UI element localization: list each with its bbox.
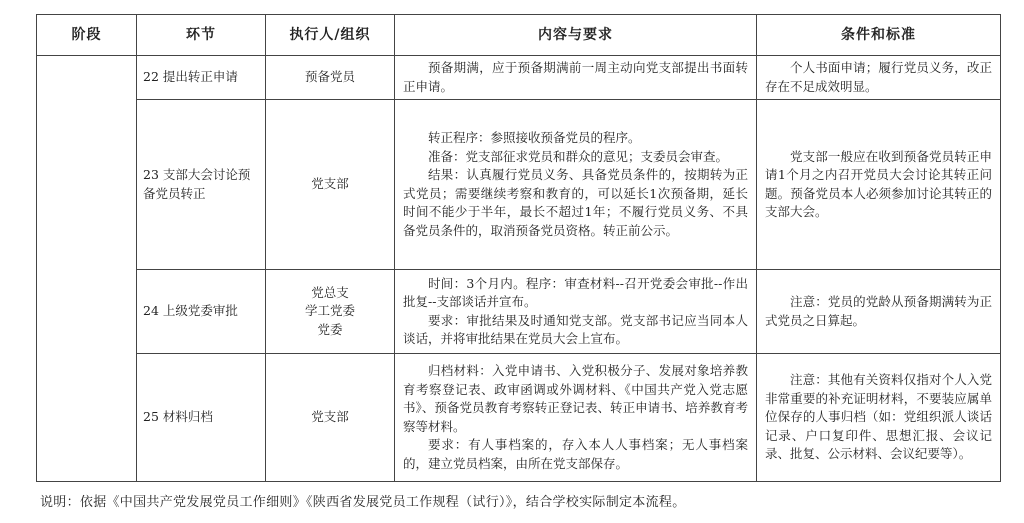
- condition-paragraph: 注意：党员的党龄从预备期满转为正式党员之日算起。: [765, 294, 992, 328]
- executor-cell: [266, 100, 395, 270]
- step-cell: 23 支部大会讨论预备党员转正: [137, 100, 266, 270]
- content-cell: [395, 100, 757, 270]
- condition-paragraph: 注意：其他有关资料仅指对个人入党非常重要的补充证明材料，不要装应属单位保存的人事归档（如：党组织派人谈话记录、户口复印件、思想汇报、会议记录、批复、公示材料、会议纪要等）。: [765, 372, 992, 462]
- executor-name: 党支部: [311, 176, 349, 192]
- table-row: [37, 270, 1001, 354]
- header-step: 环节: [137, 15, 266, 56]
- content-cell: [395, 354, 757, 482]
- footnote-explanation: 说明：依据《中国共产党发展党员工作细则》《陕西省发展党员工作规程（试行）》，结合学校实际制定本流程。: [40, 495, 686, 510]
- content-paragraph: 归档材料：入党申请书、入党积极分子、发展对象培养教育考察登记表、政审函调或外调材料、《中国共产党入党志愿书》、预备党员教育考察转正登记表、转正申请书、培养教育考察等材料。: [403, 363, 748, 434]
- content-paragraph: 预备期满，应于预备期满前一周主动向党支部提出书面转正申请。: [403, 60, 748, 94]
- content-paragraph: 时间：3个月内。程序：审查材料--召开党委会审批--作出批复--支部谈话并宣布。: [403, 275, 748, 309]
- content-paragraph: 要求：有人事档案的，存入本人人事档案；无人事档案的，建立党员档案，由所在党支部保存。: [403, 437, 748, 471]
- content-cell: [395, 270, 757, 354]
- content-paragraph: 要求：审批结果及时通知党支部。党支部书记应当同本人谈话，并将审批结果在党员大会上宣布。: [403, 312, 748, 346]
- executor-name: 预备党员: [304, 69, 355, 85]
- table-row: [37, 100, 1001, 270]
- condition-cell: [757, 354, 1001, 482]
- condition-cell: [757, 100, 1001, 270]
- header-condition: 条件和标准: [757, 15, 1001, 56]
- executor-name: 学工党委: [304, 303, 355, 319]
- content-paragraph: 转正程序：参照接收预备党员的程序。: [428, 130, 641, 145]
- step-cell: 25 材料归档: [137, 354, 266, 482]
- content-paragraph: 准备：党支部征求党员和群众的意见；支委员会审查。: [428, 148, 729, 164]
- step-cell: 24 上级党委审批: [137, 270, 266, 354]
- party-member-process-table: [36, 14, 1001, 482]
- process-table-wrapper: [36, 14, 1000, 482]
- step-cell: 22 提出转正申请: [137, 56, 266, 100]
- executor-name: 党总支: [311, 284, 349, 300]
- executor-name: 党支部: [311, 409, 349, 425]
- condition-cell: [757, 270, 1001, 354]
- condition-cell: [757, 56, 1001, 100]
- executor-cell: [266, 56, 395, 100]
- executor-name: 党委: [317, 321, 343, 337]
- header-executor: 执行人/组织: [266, 15, 395, 56]
- executor-cell: [266, 270, 395, 354]
- header-content: 内容与要求: [395, 15, 757, 56]
- table-row: [37, 56, 1001, 100]
- table-header-row: [37, 15, 1001, 56]
- executor-cell: [266, 354, 395, 482]
- content-cell: [395, 56, 757, 100]
- condition-paragraph: 党支部一般应在收到预备党员转正申请1个月之内召开党员大会讨论其转正问题。预备党员本人必须参加讨论其转正的支部大会。: [765, 148, 992, 219]
- header-stage: 阶段: [37, 15, 137, 56]
- content-paragraph: 结果：认真履行党员义务、具备党员条件的，按期转为正式党员；需要继续考察和教育的，可以延长1次预备期，延长时间不能少于半年，最长不超过1年；不履行党员义务、不具备党员条件的，取消预备党员资格。转正前公示。: [403, 167, 748, 238]
- condition-paragraph: 个人书面申请；履行党员义务，改正存在不足成效明显。: [765, 60, 992, 94]
- stage-cell: [37, 56, 137, 482]
- table-row: [37, 354, 1001, 482]
